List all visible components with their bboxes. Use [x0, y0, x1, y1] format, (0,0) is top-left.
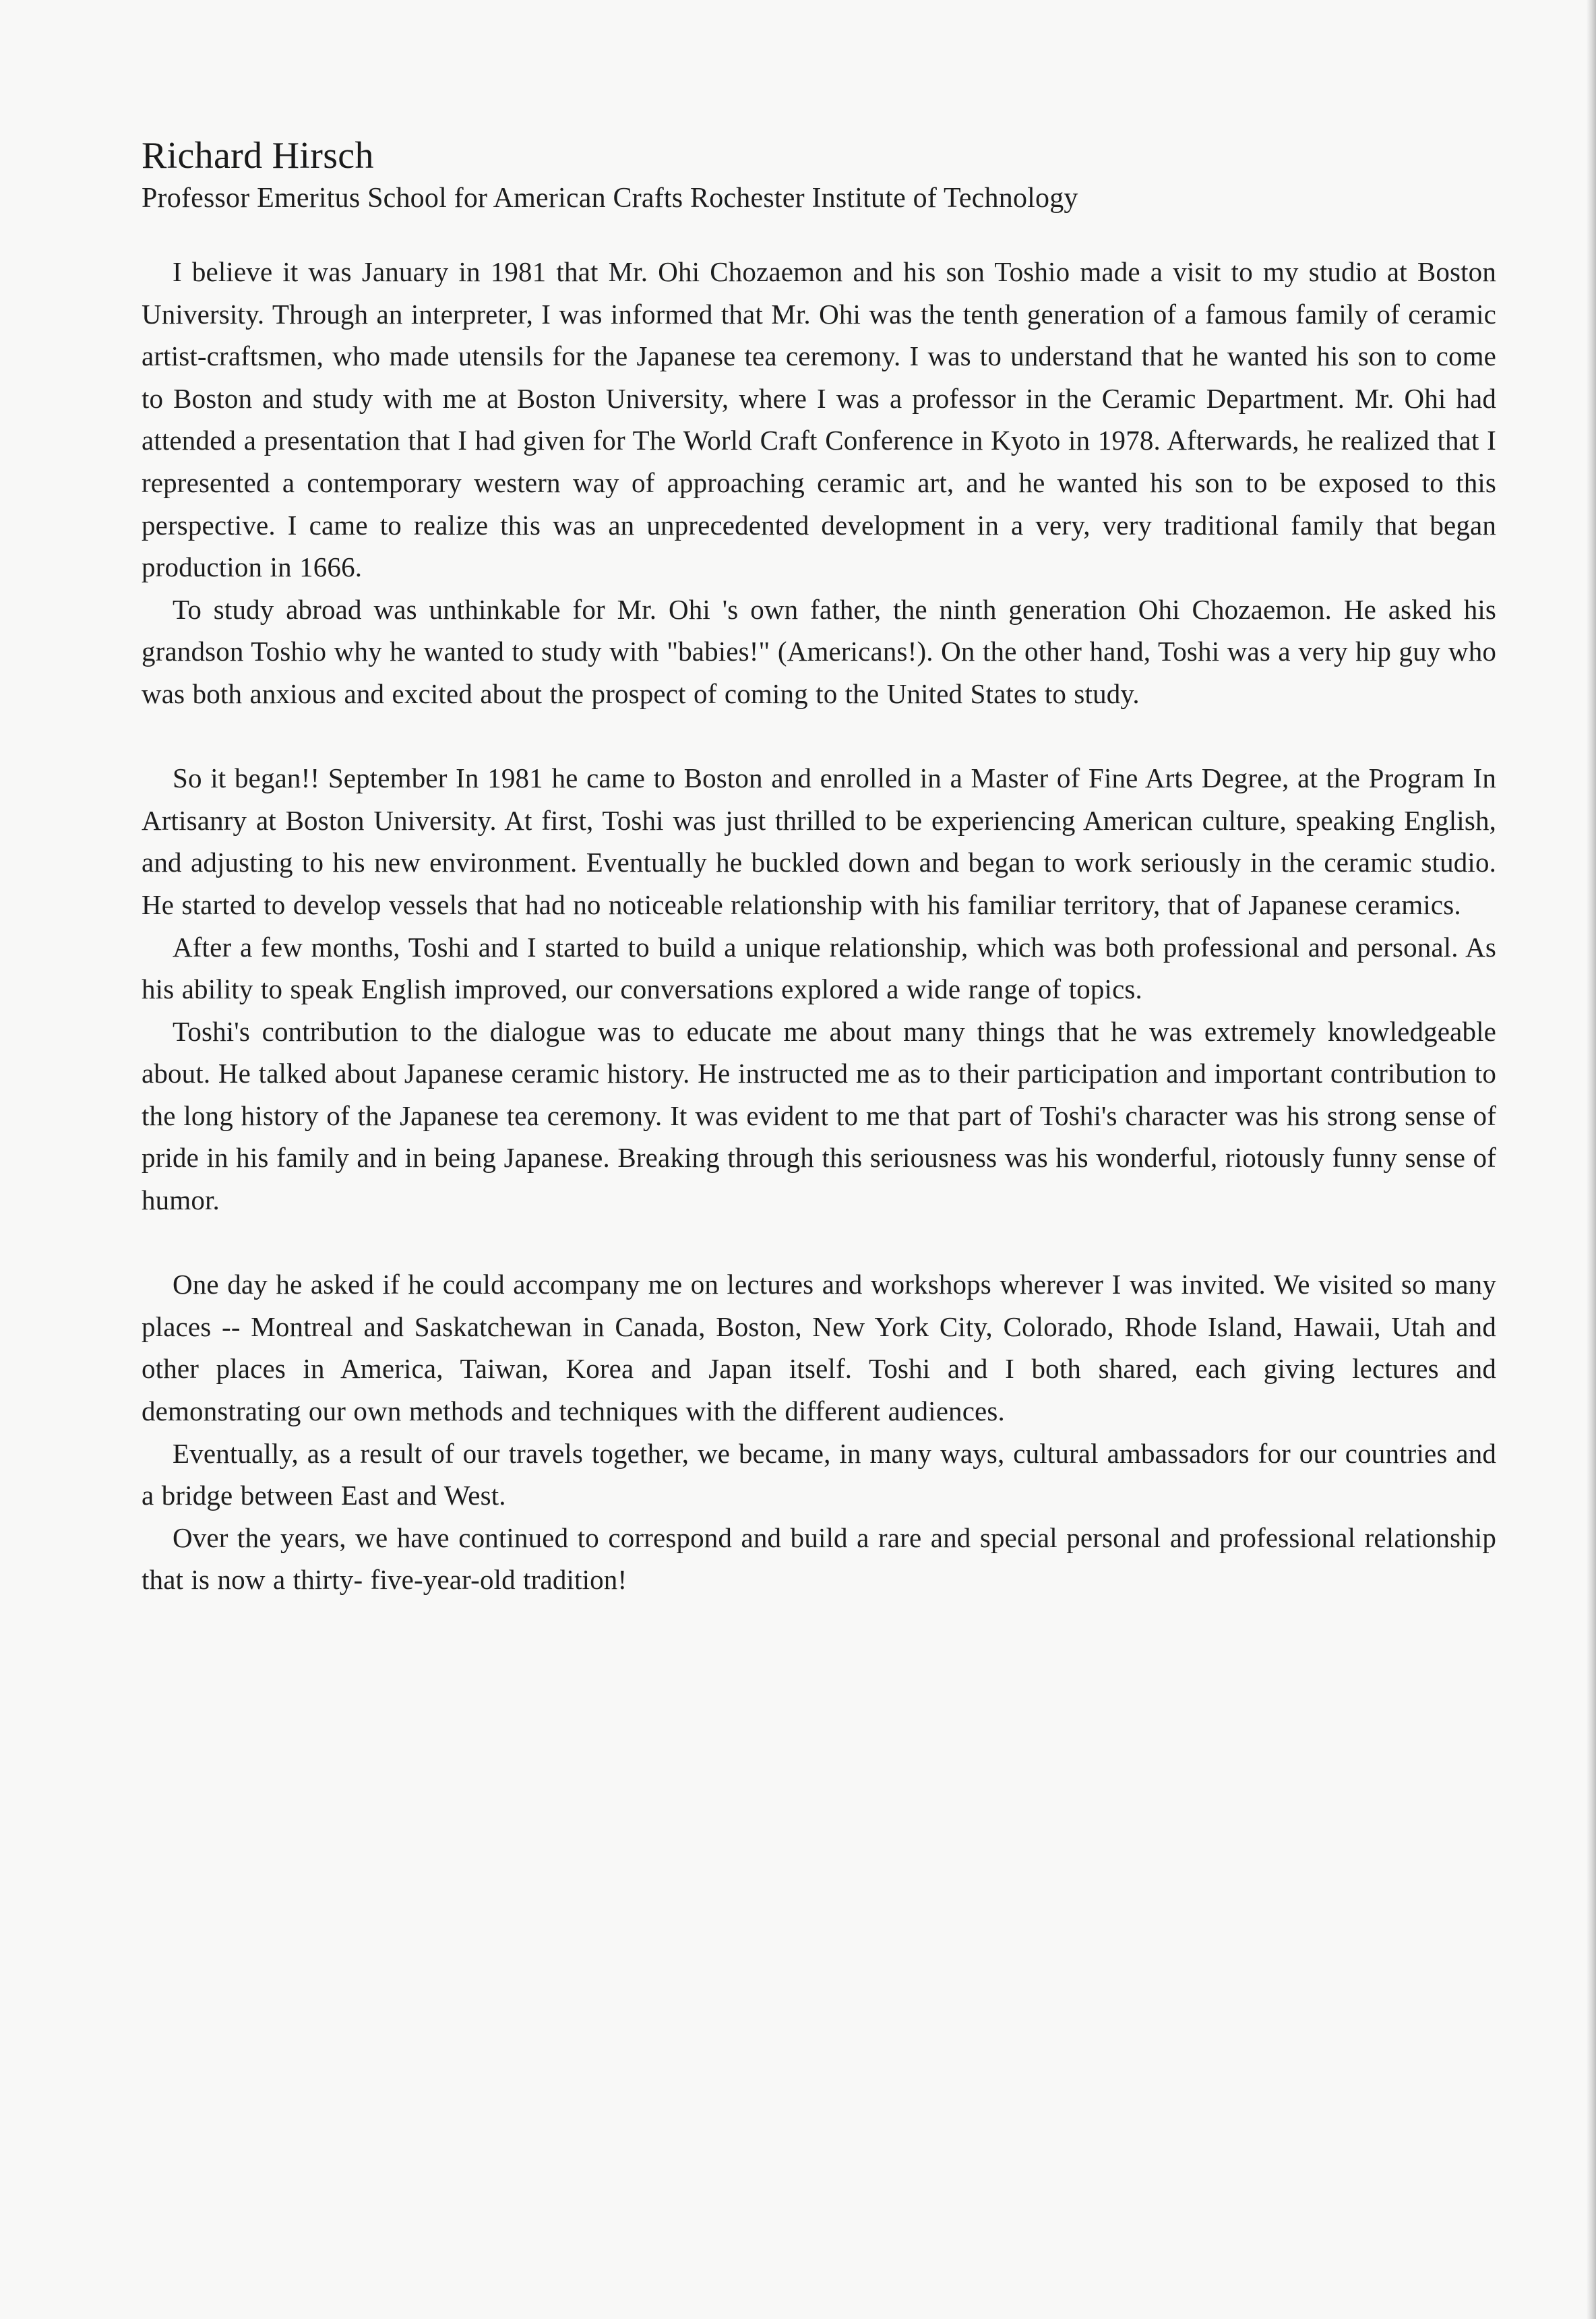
section-first-visit	[142, 251, 1496, 715]
page-edge-shadow	[1587, 0, 1596, 2319]
paragraph: One day he asked if he could accompany me on lectures and workshops wherever I was invited. We visited so many places -- Montreal and Saskatchewan in Canada, Boston, New York City, Colorado, Rhode Island, Hawaii, Utah and other places in America, Taiwan, Korea and Japan itself. Toshi and I both shared, each giving lectures and demonstrating our own methods and techniques with the different audiences.	[142, 1269, 1496, 1427]
paragraph: I believe it was January in 1981 that Mr. Ohi Chozaemon and his son Toshio made a visit to my studio at Boston University. Through an interpreter, I was informed that Mr. Ohi was the tenth generation of a famous family of ceramic artist-craftsmen, who made utensils for the Japanese tea ceremony. I was to understand that he wanted his son to come to Boston and study with me at Boston University, where I was a professor in the Ceramic Department. Mr. Ohi had attended a presentation that I had given for The World Craft Conference in Kyoto in 1978. Afterwards, he realized that I represented a contemporary western way of approaching ceramic art, and he wanted his son to be exposed to this perspective. I came to realize this was an unprecedented development in a very, very traditional family that began production in 1666.	[142, 256, 1496, 583]
paragraph: Toshi's contribution to the dialogue was to educate me about many things that he was extremely knowledgeable about. He talked about Japanese ceramic history. He instructed me as to their participation and important contribution to the long history of the Japanese tea ceremony. It was evident to me that part of Toshi's character was his strong sense of pride in his family and in being Japanese. Breaking through this seriousness was his wonderful, riotously funny sense of humor.	[142, 1015, 1496, 1216]
paragraph: After a few months, Toshi and I started to build a unique relationship, which was both professional and personal. As his ability to speak English improved, our conversations explored a wide range of topics.	[142, 931, 1496, 1005]
paragraph: Over the years, we have continued to correspond and build a rare and special personal and professional relationship that is now a thirty- five-year-old tradition!	[142, 1522, 1496, 1596]
paragraph: To study abroad was unthinkable for Mr. Ohi 's own father, the ninth generation Ohi Chozaemon. He asked his grandson Toshio why he wanted to study with "babies!" (Americans!). On the other hand, Toshi was a very hip guy who was both anxious and excited about the prospect of coming to the United States to study.	[142, 593, 1496, 709]
author-affiliation: Professor Emeritus School for American Crafts Rochester Institute of Technology	[142, 183, 1078, 214]
section-studies-in-boston	[142, 757, 1496, 1222]
paragraph: Eventually, as a result of our travels together, we became, in many ways, cultural ambassadors for our countries and a bridge between East and West.	[142, 1437, 1496, 1511]
author-name: Richard Hirsch	[142, 135, 374, 177]
article	[142, 132, 1496, 1601]
section-travels	[142, 1263, 1496, 1601]
paragraph: So it began!! September In 1981 he came to Boston and enrolled in a Master of Fine Arts Degree, at the Program In Artisanry at Boston University. At first, Toshi was just thrilled to be experiencing American culture, speaking English, and adjusting to his new environment. Eventually he buckled down and began to work seriously in the ceramic studio. He started to develop vessels that had no noticeable relationship with his familiar territory, that of Japanese ceramics.	[142, 762, 1496, 920]
